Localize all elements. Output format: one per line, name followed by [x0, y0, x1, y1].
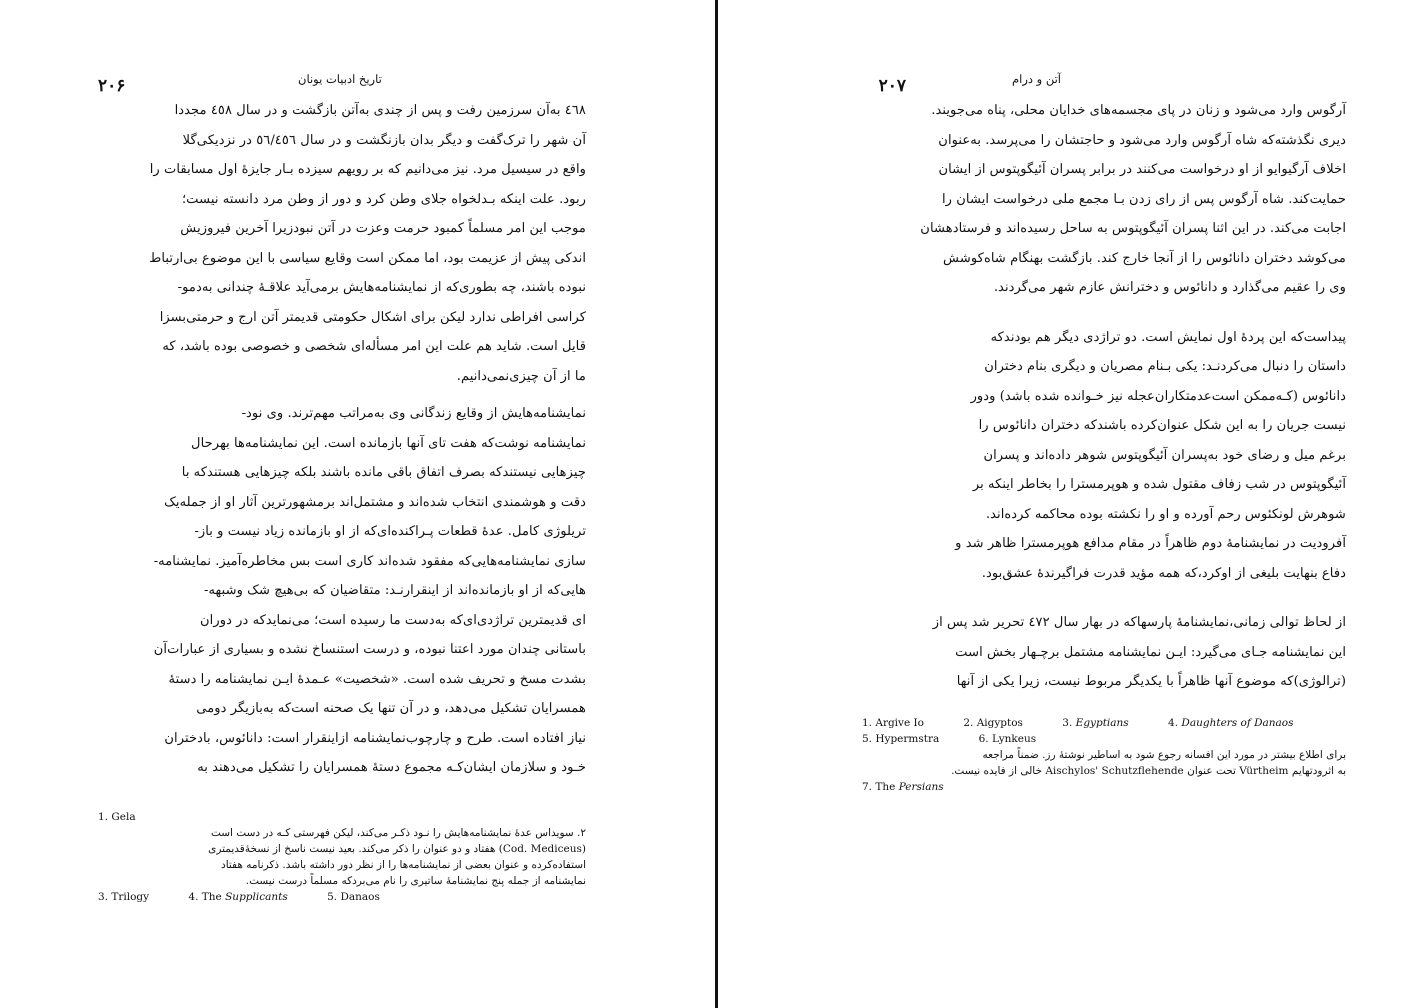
text-line: شوهرش لونکئوس رحم آورده و او را نکشته بوده محاکمه کرده‌اند. — [985, 506, 1346, 522]
left-page — [98, 70, 586, 905]
page-gutter-divider — [715, 0, 718, 1008]
text-line: موجب این امر مسلماً کمبود حرمت وعزت در آتن نبودزیرا آخرین فیروزیش — [180, 221, 586, 236]
footnote-r3-title: Egyptians — [1075, 716, 1129, 729]
footnote-r4-num: 4. — [1168, 716, 1179, 729]
footnote-r5: 5. Hypermstra — [862, 732, 940, 745]
text-line: سازی نمایشنامه‌هایی‌که مفقود شده‌اند کاری است بس مخاطره‌آمیز. نمایشنامه- — [153, 553, 586, 569]
right-page — [862, 70, 1346, 795]
section-break — [862, 303, 1346, 323]
text-line: چیزهایی نیستندکه بصرف اتفاق باقی مانده باشند بلکه چیزهایی هستندکه با — [181, 465, 586, 480]
text-line: این نمایشنامه جـای می‌گیرد: ایـن نمایشنامه مشتمل برچـهار بخش است — [955, 644, 1346, 660]
footnote-line: (Cod. Mediceus) هفتاد و دو عنوان را ذکر می‌کند. بعید نیست ناسخ از نسخهٔ‌قدیمتری — [208, 842, 586, 855]
footnote-line: نمایشنامه از جمله پنج نمایشنامهٔ ساتیری را نام می‌بردکه مسلماً درست نیست. — [245, 874, 586, 887]
text-line: اجابت می‌کند. در این اثنا پسران آئیگوپتوس به ساحل رسیده‌اند و فرستادهشان — [920, 221, 1346, 236]
right-footnotes — [862, 715, 1346, 795]
footnote-r7-prefix: 7. The — [862, 780, 896, 793]
text-line: آرگوس وارد می‌شود و زنان در پای مجسمه‌های خدایان محلی، پناه می‌جویند. — [931, 103, 1346, 118]
text-line: دانائوس (کـه‌ممکن است‌عدمتکاران‌عجله نیز خـوانده شده باشد) ودور — [970, 388, 1346, 404]
text-line: برغم میل و رضای خود به‌پسران آئیگوپتوس شوهر داده‌اند و پسران — [983, 447, 1346, 463]
footnote-r7 — [862, 779, 1346, 795]
text-line: کراسی افراطی ندارد لیکن برای اشکال حکومتی قدیمتر آتن ارج و حرمتی‌بسزا — [159, 309, 586, 325]
footnote-line: استفاده‌کرده و عنوان بعضی از نمایشنامه‌ها را از نظر دور داشته باشد. ذکرنامه هفتاد — [221, 858, 586, 871]
text-line: اندکی پیش از عزیمت بود، اما ممکن است وقایع سیاسی با این موضوع بی‌ارتباط — [149, 250, 586, 266]
left-page-header — [98, 70, 586, 96]
footnote-4-prefix: 4. The — [188, 890, 222, 903]
text-line: باستانی چندان مورد اعتنا نبوده، و درست استنساخ نشده و بسیاری از عبارات‌آن — [153, 642, 586, 657]
right-footnotes-row-2 — [862, 731, 1346, 747]
left-running-title: تاریخ ادبیات یونان — [298, 72, 382, 86]
right-page-header — [862, 70, 1346, 96]
text-line: واقع در سیسیل مرد. نیز می‌دانیم که بر رویهم سیزده بـار جایزهٔ اول مسابقات را — [149, 162, 586, 177]
text-line: خـود و سلازمان ایشان‌کـه مجموع دستهٔ همسرایان را تشکیل می‌دهند به — [197, 760, 586, 775]
text-line: هایی‌که از او بازمانده‌اند از اینقرارنـد: متقاضیان که بی‌هیچ شک وشبهه- — [203, 583, 586, 598]
text-line: می‌کوشد دختران دانائوس را از آنجا خارج کند. بازگشت بهنگام شاه‌کوشش — [943, 250, 1346, 266]
text-line: وی را عقیم می‌گذارد و دانائوس و دخترانش عازم شهر می‌گردند. — [993, 280, 1346, 295]
text-line: قایل است. شاید هم علت این امر مسأله‌ای شخصی و خصوصی بوده باشد، که — [162, 339, 586, 354]
text-line: نیست جریان را به این شکل عنوان‌کرده باشندکه دختران دانائوس را — [978, 418, 1346, 433]
footnote-note — [862, 747, 1346, 779]
text-line: دقت و هوشمندی انتخاب شده‌اند و مشتمل‌اند برمشهورترین آثار او از جمله‌یک — [164, 494, 586, 510]
text-line: نمایشنامه‌هایش از وقایع زندگانی وی به‌مراتب مهم‌ترند. وی نود- — [241, 406, 586, 421]
footnote-r1: 1. Argive Io — [862, 716, 924, 729]
right-footnotes-row-1 — [862, 715, 1346, 731]
footnote-r7-title: Persians — [898, 780, 944, 793]
footnote-2 — [98, 825, 586, 889]
footnote-1: 1. Gela — [98, 810, 136, 823]
footnote-5: 5. Danaos — [327, 890, 380, 903]
text-line: حمایت‌کند. شاه آرگوس پس از رای زدن بـا مجمع ملی درخواست ایشان را — [942, 191, 1346, 207]
text-line: (ترالوژی)که موضوع آنها ظاهراً با یکدیگر مربوط نیست، زیرا یکی از آنها — [956, 674, 1346, 689]
right-running-title: آتن و درام — [1012, 72, 1062, 86]
footnote-r4-title: Daughters of Danaos — [1181, 716, 1294, 729]
text-line: داستان را دنبال می‌کردنـد: یکی بـنام مصریان و دیگری بنام دختران — [984, 359, 1346, 374]
text-line: آئیگوپتوس در شب زفاف مقتول شده و هوپرمسترا را بخاطر اینکه بر — [972, 477, 1346, 492]
text-line: ٤٦٨ به‌آن سرزمین رفت و پس از چندی به‌آتن بازگشت و در سال ٤٥٨ مجددا — [174, 103, 586, 118]
text-line: پیداست‌که این پردهٔ اول نمایش است. دو تراژدی دیگر هم بودندکه — [990, 329, 1346, 345]
text-line: نیاز افتاده است. طرح و چارچوب‌نمایشنامه ازاینقرار است: دانائوس، بادختران — [164, 730, 586, 746]
footnote-line: به اثرودتهایم Vürtheim تحت عنوان Aischylos' Schutzflehende خالی از فایده نیست. — [951, 764, 1346, 777]
paragraph-break — [98, 391, 586, 399]
footnote-r6: 6. Lynkeus — [978, 732, 1037, 745]
text-line: آن شهر را ترک‌گفت و دیگر بدان بازنگشت و در سال ٥٦/٤٥٦ در نزدیکی‌گلا — [182, 132, 586, 148]
text-line: تریلوژی کامل. عدهٔ قطعات پـراکنده‌ای‌که از او بازمانده زیاد نیست و باز- — [194, 524, 586, 539]
text-line: آفرودیت در نمایشنامهٔ دوم ظاهراً در مقام مدافع هوپرمسترا ظاهر شد و — [955, 536, 1346, 551]
right-page-number: ۲۰۷ — [878, 76, 906, 96]
footnote-r3-num: 3. — [1062, 716, 1073, 729]
text-line: دیری نگذشته‌که شاه آرگوس وارد می‌شود و حاجتشان را می‌پرسد. به‌عنوان — [938, 132, 1346, 148]
text-line: نمایشنامه نوشت‌که هفت تای آنها بازمانده است. این نمایشنامه‌ها بهرحال — [191, 435, 586, 451]
left-footnotes — [98, 809, 586, 905]
text-line: ربود. علت اینکه بـدلخواه جلای وطن کرد و دور از وطن مرد دانسته نیست؛ — [181, 191, 586, 207]
text-line: بشدت مسخ و تحریف شده است. «شخصیت» عـمدهٔ ایـن نمایشنامه را دستهٔ — [168, 671, 586, 687]
section-break — [862, 588, 1346, 608]
footnotes-3-5 — [98, 889, 586, 905]
footnote-r2: 2. Aigyptos — [963, 716, 1023, 729]
text-line: ای قدیمترین تراژدی‌ای‌که به‌دست ما رسیده است؛ می‌نمایدکه در دوران — [200, 612, 586, 628]
text-line: از لحاظ توالی زمانی،نمایشنامهٔ پارسها‌که در بهار سال ٤٧٢ تحریر شد پس از — [932, 615, 1346, 630]
text-line: همسرایان تشکیل می‌دهد، و در آن تنها یک صحنه است‌که به‌بازیگر دومی — [196, 701, 586, 716]
left-page-number: ۲۰۶ — [98, 76, 126, 96]
right-body-text — [862, 96, 1346, 697]
left-body-text — [98, 96, 586, 783]
text-line: نبوده باشند، چه بطوری‌که از نمایشنامه‌هایش برمی‌آید علاقـهٔ چندانی به‌دمو- — [177, 280, 586, 295]
footnote-line: برای اطلاع بیشتر در مورد این افسانه رجوع شود به اساطیر نوشتهٔ رز. ضمناً مراجعه — [982, 748, 1346, 761]
text-line: اخلاف آرگیوایو از او درخواست می‌کنند در برابر پسران آئیگوپتوس از ایشان — [938, 162, 1346, 177]
text-line: دفاع بنهایت بلیغی از اوکرد،که همه مؤید قدرت فراگیرندهٔ عشق‌بود. — [981, 565, 1346, 581]
text-line: ما از آن چیزی‌نمی‌دانیم. — [456, 368, 586, 384]
footnote-4-title: Supplicants — [225, 890, 288, 903]
footnote-3: 3. Trilogy — [98, 890, 150, 903]
footnote-line: ۲. سویداس عدهٔ نمایشنامه‌هایش را نـود ذکـر می‌کند، لیکن فهرستی کـه در دست است — [210, 826, 586, 839]
